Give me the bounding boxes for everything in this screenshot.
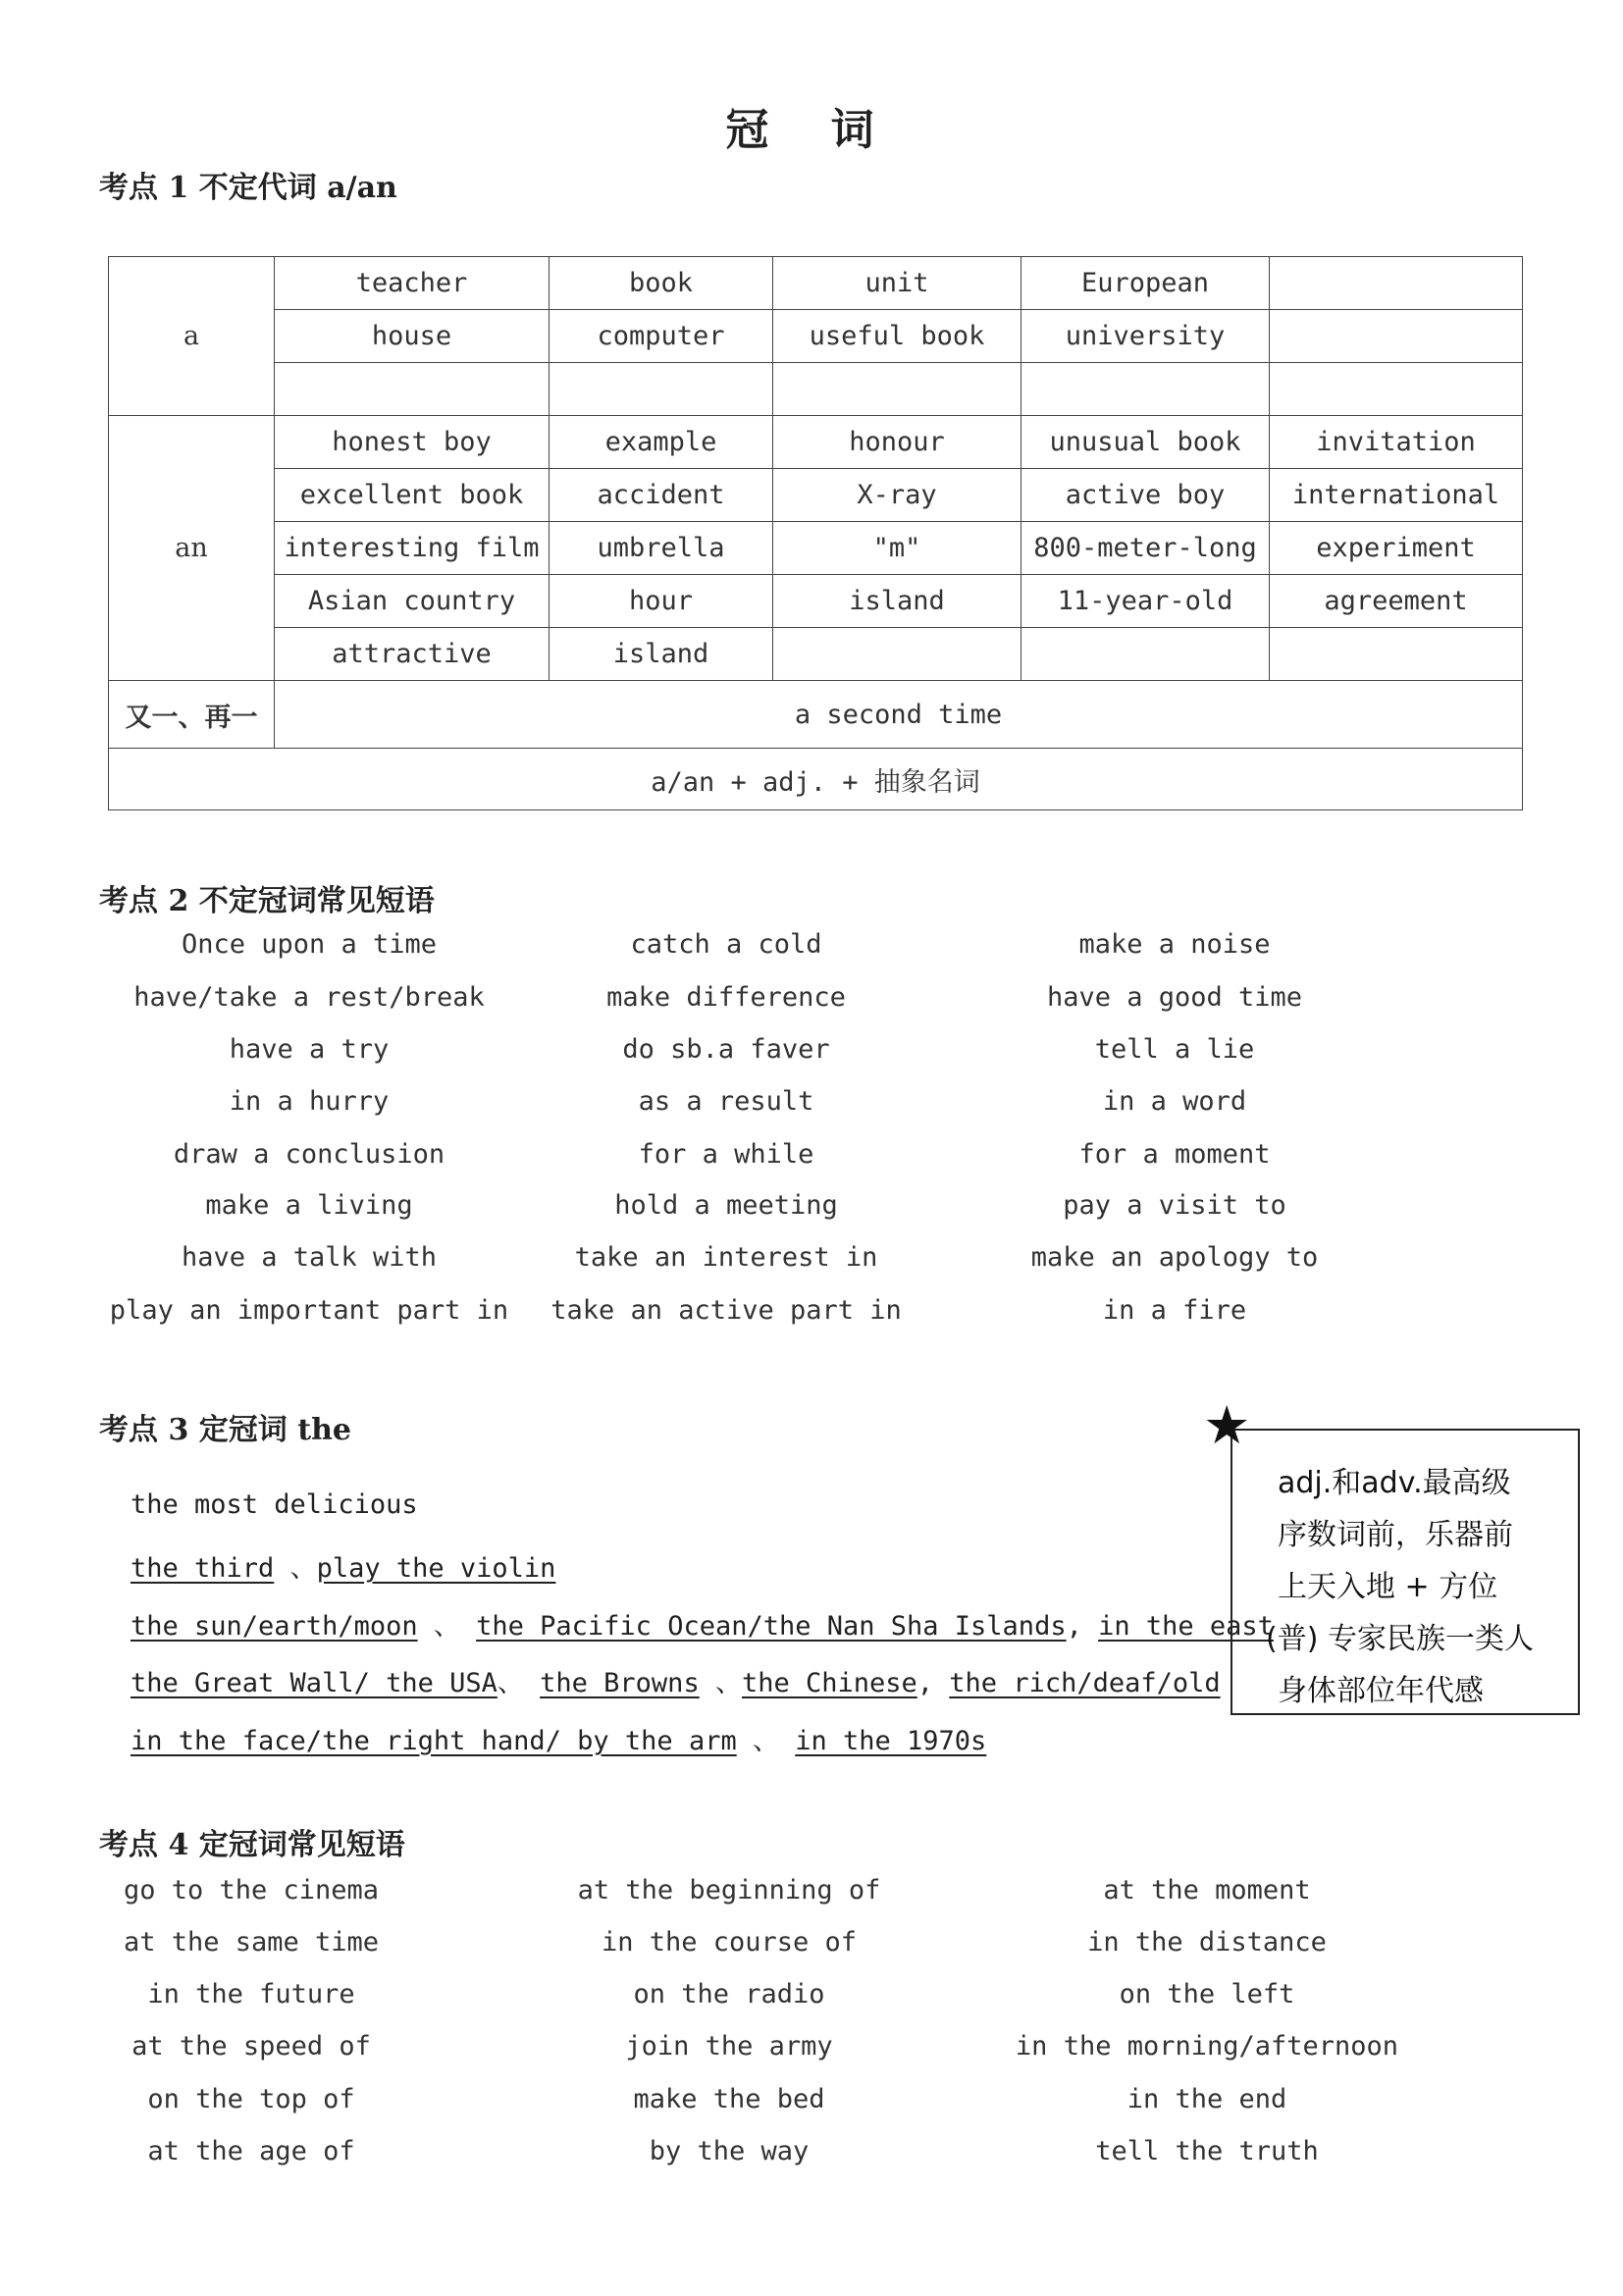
- table-cell: active boy: [1021, 469, 1270, 522]
- underlined-phrase: the sun/earth/moon: [131, 1611, 418, 1642]
- note-line: 序数词前，乐器前: [1278, 1518, 1513, 1552]
- table-cell: house: [275, 310, 550, 363]
- section-3-heading: 考点 3 定冠词 the: [99, 1413, 351, 1447]
- phrase-item: by the way: [649, 2136, 810, 2166]
- table-cell: teacher: [275, 257, 550, 310]
- again-value: a second time: [275, 681, 1523, 749]
- phrase-item: make the bed: [633, 2084, 825, 2114]
- note-line: adj.和adv.最高级: [1278, 1466, 1511, 1500]
- table-cell: [773, 363, 1021, 416]
- underlined-phrase: in the east: [1098, 1611, 1274, 1642]
- underlined-phrase: the third: [131, 1553, 275, 1584]
- phrase-item: as a result: [638, 1086, 814, 1117]
- section-4-heading: 考点 4 定冠词常见短语: [99, 1828, 405, 1862]
- phrase-item: in a word: [1102, 1086, 1247, 1117]
- underlined-phrase: the Chinese: [741, 1668, 917, 1698]
- table-cell: hour: [550, 575, 773, 628]
- phrase-item: on the left: [1119, 1979, 1295, 2009]
- phrase-item: draw a conclusion: [173, 1139, 445, 1170]
- underlined-phrase: play the violin: [316, 1553, 556, 1584]
- phrase-item: tell the truth: [1095, 2136, 1319, 2166]
- again-label: 又一、再一: [109, 681, 275, 749]
- table-cell: [1021, 363, 1270, 416]
- table-cell: honest boy: [275, 416, 550, 469]
- table-cell: accident: [550, 469, 773, 522]
- phrase-item: in the morning/afternoon: [1015, 2031, 1399, 2061]
- table-cell: [1270, 628, 1523, 681]
- table-cell: interesting film: [275, 522, 550, 575]
- phrase-item: in a hurry: [229, 1086, 390, 1117]
- table-cell: unit: [773, 257, 1021, 310]
- phrase-item: make a noise: [1078, 929, 1271, 960]
- phrase-item: do sb.a faver: [622, 1034, 830, 1065]
- table-cell: [1021, 628, 1270, 681]
- phrase-item: at the same time: [123, 1927, 380, 1957]
- separator: 、: [274, 1553, 317, 1584]
- phrase-item: in the course of: [601, 1927, 858, 1957]
- table-cell: invitation: [1270, 416, 1523, 469]
- phrase-item: at the age of: [147, 2136, 355, 2166]
- underlined-phrase: in the 1970s: [795, 1726, 987, 1756]
- underlined-phrase: the Browns: [540, 1668, 700, 1698]
- definite-line-5: [131, 1719, 986, 1757]
- phrase-item: for a moment: [1078, 1139, 1271, 1170]
- table-row: [109, 628, 1523, 681]
- phrase-item: on the top of: [147, 2084, 355, 2114]
- definite-line-2: [131, 1546, 555, 1585]
- table-cell: attractive: [275, 628, 550, 681]
- phrase-item: in the end: [1126, 2084, 1287, 2114]
- table-row: [109, 310, 1523, 363]
- table-cell: X-ray: [773, 469, 1021, 522]
- phrase-item: for a while: [638, 1139, 814, 1170]
- table-cell: [1270, 310, 1523, 363]
- phrase-item: Once upon a time: [181, 929, 438, 960]
- phrase-item: at the beginning of: [577, 1875, 881, 1905]
- note-line: 上天入地 + 方位: [1278, 1570, 1498, 1604]
- table-cell: honour: [773, 416, 1021, 469]
- table-cell: [773, 628, 1021, 681]
- star-icon: ★: [1203, 1394, 1251, 1456]
- phrase-item: make difference: [606, 982, 846, 1013]
- formula-cell: a/an + adj. + 抽象名词: [109, 749, 1523, 810]
- separator: 、: [699, 1668, 742, 1698]
- table-cell: umbrella: [550, 522, 773, 575]
- definite-line-1: the most delicious: [131, 1489, 418, 1520]
- phrase-item: play an important part in: [109, 1295, 509, 1326]
- separator: 、: [497, 1668, 541, 1698]
- phrase-item: hold a meeting: [614, 1190, 838, 1221]
- table-cell: excellent book: [275, 469, 550, 522]
- table-cell: international: [1270, 469, 1523, 522]
- table-cell: university: [1021, 310, 1270, 363]
- page-title: 冠 词: [725, 105, 898, 155]
- underlined-phrase: the Great Wall/ the USA: [131, 1668, 497, 1698]
- table-cell: experiment: [1270, 522, 1523, 575]
- section-1-heading: 考点 1 不定代词 a/an: [99, 171, 397, 205]
- table-row: [109, 575, 1523, 628]
- table-cell: island: [550, 628, 773, 681]
- note-line: 身体部位年代感: [1278, 1674, 1484, 1708]
- table-cell: 11-year-old: [1021, 575, 1270, 628]
- phrase-item: have a good time: [1046, 982, 1303, 1013]
- note-line: (普) 专家民族一类人: [1266, 1622, 1534, 1656]
- table-row: [109, 681, 1523, 749]
- separator: 、: [736, 1726, 796, 1756]
- phrase-item: at the speed of: [131, 2031, 371, 2061]
- phrase-item: on the radio: [633, 1979, 825, 2009]
- phrase-item: join the army: [625, 2031, 833, 2061]
- definite-line-4: [131, 1661, 1221, 1699]
- phrase-item: have a try: [229, 1034, 390, 1065]
- table-row: [109, 469, 1523, 522]
- table-row: [109, 363, 1523, 416]
- phrase-item: in a fire: [1102, 1295, 1247, 1326]
- table-cell: [1270, 363, 1523, 416]
- phrase-item: catch a cold: [630, 929, 822, 960]
- table-cell: unusual book: [1021, 416, 1270, 469]
- an-label: an: [109, 416, 275, 681]
- article-table: [108, 256, 1523, 810]
- section-2-heading: 考点 2 不定冠词常见短语: [99, 884, 435, 918]
- table-row: [109, 416, 1523, 469]
- table-cell: European: [1021, 257, 1270, 310]
- separator: 、: [417, 1611, 477, 1642]
- table-cell: book: [550, 257, 773, 310]
- underlined-phrase: the rich/deaf/old: [949, 1668, 1221, 1698]
- phrase-item: make a living: [205, 1190, 413, 1221]
- table-row: [109, 749, 1523, 810]
- table-cell: computer: [550, 310, 773, 363]
- phrase-item: have a talk with: [181, 1242, 438, 1273]
- phrase-item: in the future: [147, 1979, 355, 2009]
- table-cell: agreement: [1270, 575, 1523, 628]
- table-cell: [275, 363, 550, 416]
- underlined-phrase: in the face/the right hand/ by the arm: [131, 1726, 737, 1756]
- phrase-item: pay a visit to: [1063, 1190, 1286, 1221]
- underlined-phrase: the Pacific Ocean/the Nan Sha Islands: [476, 1611, 1067, 1642]
- phrase-item: tell a lie: [1094, 1034, 1255, 1065]
- phrase-item: go to the cinema: [123, 1875, 380, 1905]
- phrase-item: take an active part in: [550, 1295, 902, 1326]
- table-cell: island: [773, 575, 1021, 628]
- table-row: [109, 522, 1523, 575]
- separator: ,: [916, 1668, 950, 1698]
- phrase-item: at the moment: [1103, 1875, 1311, 1905]
- table-cell: 800-meter-long: [1021, 522, 1270, 575]
- phrase-item: take an interest in: [574, 1242, 878, 1273]
- table-cell: Asian country: [275, 575, 550, 628]
- separator: ,: [1066, 1611, 1099, 1642]
- phrase-item: have/take a rest/break: [133, 982, 485, 1013]
- table-row: [109, 257, 1523, 310]
- phrase-item: make an apology to: [1030, 1242, 1319, 1273]
- table-cell: example: [550, 416, 773, 469]
- a-label: a: [109, 257, 275, 416]
- phrase-item: in the distance: [1087, 1927, 1327, 1957]
- table-cell: [1270, 257, 1523, 310]
- table-cell: [550, 363, 773, 416]
- definite-line-3: [131, 1604, 1274, 1643]
- table-cell: "m": [773, 522, 1021, 575]
- table-cell: useful book: [773, 310, 1021, 363]
